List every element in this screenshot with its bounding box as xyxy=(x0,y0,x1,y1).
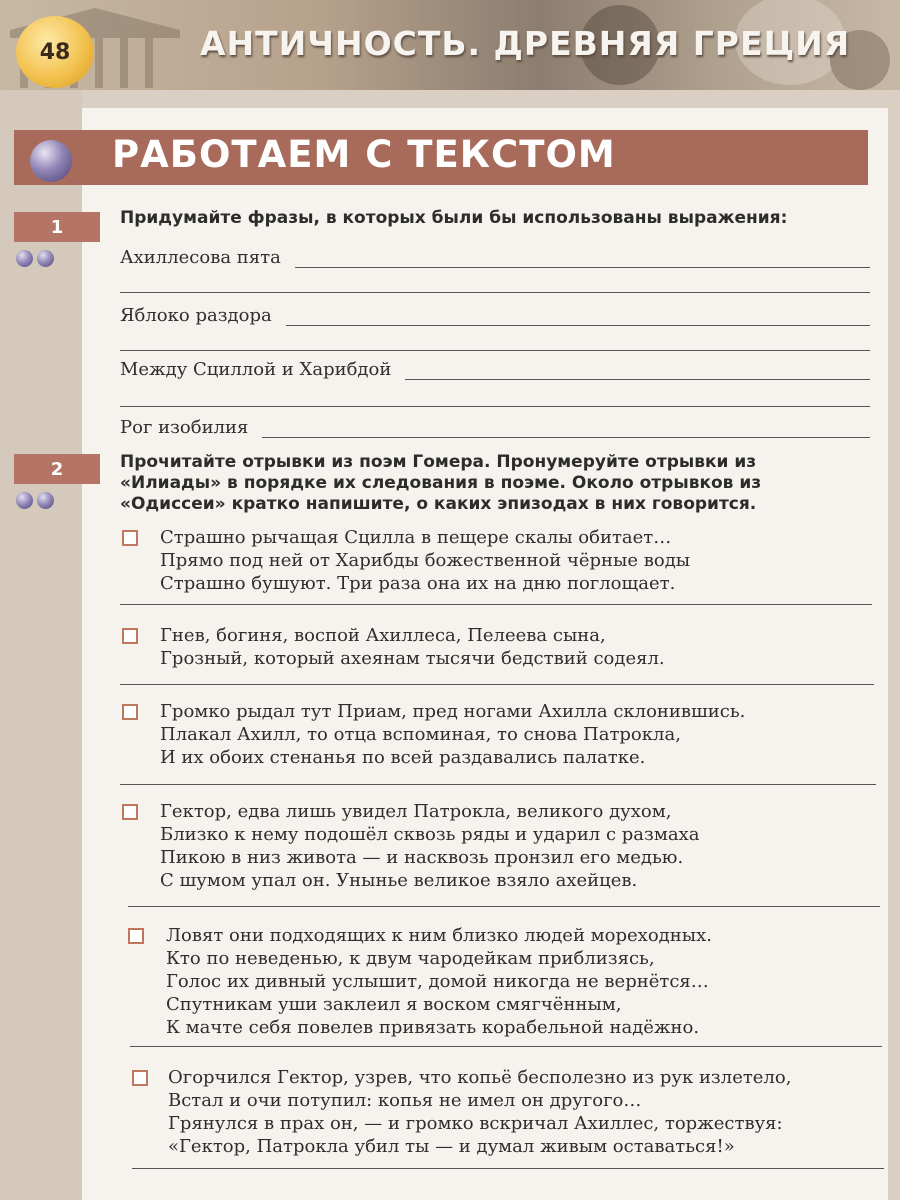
answer-line[interactable] xyxy=(120,350,870,351)
excerpt-verse: Ловят они подходящих к ним близко людей мореходных. Кто по неведенью, к двум чародейкам приблизясь, Голос их дивный услышит, домой никогда не вернётся… Спутникам уши заклеил я воском смягчённым, К мачте себя повелев привязать корабельной надёжно. xyxy=(166,925,712,1038)
phrase-label: Ахиллесова пята xyxy=(120,247,281,268)
chapter-title: АНТИЧНОСТЬ. ДРЕВНЯЯ ГРЕЦИЯ xyxy=(200,24,851,63)
phrase-row xyxy=(120,414,870,438)
number-checkbox[interactable] xyxy=(122,804,138,820)
number-checkbox[interactable] xyxy=(122,530,138,546)
phrase-label: Между Сциллой и Харибдой xyxy=(120,359,392,380)
answer-line[interactable] xyxy=(128,906,880,907)
answer-line[interactable] xyxy=(262,419,870,438)
number-checkbox[interactable] xyxy=(122,704,138,720)
phrase-row xyxy=(120,356,870,380)
task-number-badge: 2 xyxy=(14,454,100,484)
answer-line[interactable] xyxy=(405,361,870,380)
phrase-label: Яблоко раздора xyxy=(120,305,272,326)
number-checkbox[interactable] xyxy=(122,628,138,644)
difficulty-dots-icon xyxy=(16,250,54,267)
excerpt-verse: Громко рыдал тут Приам, пред ногами Ахилла склонившись. Плакал Ахилл, то отца вспоминая, то снова Патрокла, И их обоих стенанья по всей раздавались палатке. xyxy=(160,701,746,768)
difficulty-dots-icon xyxy=(16,492,54,509)
number-checkbox[interactable] xyxy=(132,1070,148,1086)
answer-line[interactable] xyxy=(286,307,870,326)
excerpt-verse: Страшно рычащая Сцилла в пещере скалы обитает… Прямо под ней от Харибды божественной чёрные воды Страшно бушуют. Три раза она их на дню поглощает. xyxy=(160,527,691,594)
section-title: РАБОТАЕМ С ТЕКСТОМ xyxy=(112,133,616,176)
answer-line[interactable] xyxy=(120,684,874,685)
excerpt-verse: Гектор, едва лишь увидел Патрокла, великого духом, Близко к нему подошёл сквозь ряды и ударил с размаха Пикою в низ живота — и насквозь пронзил его медью. С шумом упал он. Унынье великое взяло ахейцев. xyxy=(160,801,700,891)
answer-line[interactable] xyxy=(120,292,870,293)
page-number: 48 xyxy=(16,16,94,88)
answer-line[interactable] xyxy=(295,249,870,268)
answer-line[interactable] xyxy=(120,784,876,785)
phrase-label: Рог изобилия xyxy=(120,417,249,438)
phrase-row xyxy=(120,244,870,268)
answer-line[interactable] xyxy=(130,1046,882,1047)
phrase-row xyxy=(120,302,870,326)
answer-line[interactable] xyxy=(132,1168,884,1169)
number-checkbox[interactable] xyxy=(128,928,144,944)
task-instruction: Придумайте фразы, в которых были бы использованы выражения: xyxy=(120,208,788,228)
sphere-bullet-icon xyxy=(30,140,72,182)
excerpt-verse: Гнев, богиня, воспой Ахиллеса, Пелеева сына, Грозный, который ахеянам тысячи бедствий содеял. xyxy=(160,625,665,669)
excerpt-verse: Огорчился Гектор, узрев, что копьё бесполезно из рук излетело, Встал и очи потупил: копья не имел он другого… Грянулся в прах он, — и громко вскричал Ахиллес, торжествуя: «Гектор, Патрокла убил ты — и думал живым оставаться!» xyxy=(168,1067,792,1157)
task-instruction: Прочитайте отрывки из поэм Гомера. Пронумеруйте отрывки из «Илиады» в порядке их следования в поэме. Около отрывков из «Одиссеи» кратко напишите, о каких эпизодах в них говорится. xyxy=(120,452,762,514)
task-number-badge: 1 xyxy=(14,212,100,242)
answer-line[interactable] xyxy=(120,604,872,605)
answer-line[interactable] xyxy=(120,406,870,407)
